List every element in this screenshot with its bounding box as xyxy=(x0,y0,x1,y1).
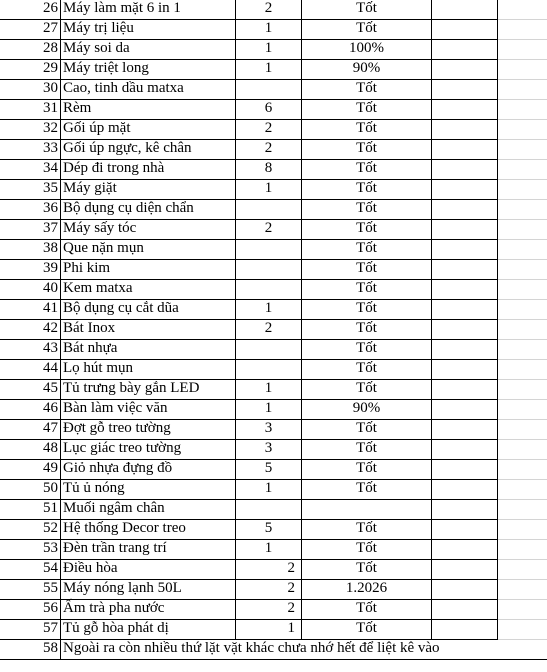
item-name-cell[interactable]: Bát Inox xyxy=(61,320,236,340)
empty-cell[interactable] xyxy=(498,340,547,360)
row-number-cell[interactable]: 42 xyxy=(0,320,61,340)
item-name-cell[interactable]: Muối ngâm chân xyxy=(61,500,236,520)
item-name-cell[interactable]: Que nặn mụn xyxy=(61,240,236,260)
item-name-cell[interactable]: Điều hòa xyxy=(61,560,236,580)
quantity-cell[interactable] xyxy=(236,340,302,360)
item-name-cell[interactable]: Kem matxa xyxy=(61,280,236,300)
status-cell[interactable]: Tốt xyxy=(302,0,432,20)
quantity-cell[interactable] xyxy=(236,260,302,280)
item-name-cell[interactable]: Bộ dụng cụ cắt dũa xyxy=(61,300,236,320)
quantity-cell[interactable]: 3 xyxy=(236,420,302,440)
quantity-cell[interactable]: 1 xyxy=(236,540,302,560)
quantity-cell[interactable]: 1 xyxy=(236,180,302,200)
empty-cell[interactable] xyxy=(498,320,547,340)
empty-cell[interactable] xyxy=(432,160,498,180)
status-cell[interactable]: Tốt xyxy=(302,80,432,100)
empty-cell[interactable] xyxy=(498,420,547,440)
status-cell[interactable]: Tốt xyxy=(302,300,432,320)
table-row xyxy=(0,540,547,560)
quantity-cell[interactable]: 1 xyxy=(236,620,302,640)
status-cell[interactable]: Tốt xyxy=(302,460,432,480)
quantity-cell[interactable]: 1 xyxy=(236,300,302,320)
status-cell[interactable]: Tốt xyxy=(302,180,432,200)
item-name-cell[interactable]: Ngoài ra còn nhiều thứ lặt vặt khác chưa nhớ hết để liệt kê vào xyxy=(61,640,547,660)
table-row xyxy=(0,600,547,620)
row-number-cell[interactable]: 38 xyxy=(0,240,61,260)
quantity-cell[interactable]: 1 xyxy=(236,480,302,500)
empty-cell[interactable] xyxy=(498,160,547,180)
item-name-cell[interactable]: Đèn trần trang trí xyxy=(61,540,236,560)
quantity-cell[interactable]: 1 xyxy=(236,20,302,40)
table-row xyxy=(0,140,547,160)
item-name-cell[interactable]: Máy triệt long xyxy=(61,60,236,80)
row-number-cell[interactable]: 39 xyxy=(0,260,61,280)
row-number-cell[interactable]: 50 xyxy=(0,480,61,500)
empty-cell[interactable] xyxy=(498,280,547,300)
quantity-cell[interactable]: 1 xyxy=(236,40,302,60)
table-row xyxy=(0,100,547,120)
table-row xyxy=(0,580,547,600)
quantity-cell[interactable]: 5 xyxy=(236,520,302,540)
item-name-cell[interactable]: Đợt gỗ treo tường xyxy=(61,420,236,440)
empty-cell[interactable] xyxy=(498,20,547,40)
quantity-cell[interactable] xyxy=(236,200,302,220)
empty-cell[interactable] xyxy=(432,340,498,360)
status-cell[interactable]: Tốt xyxy=(302,280,432,300)
empty-cell[interactable] xyxy=(432,120,498,140)
empty-cell[interactable] xyxy=(498,120,547,140)
row-number-cell[interactable]: 31 xyxy=(0,100,61,120)
empty-cell[interactable] xyxy=(498,100,547,120)
status-cell[interactable]: Tốt xyxy=(302,440,432,460)
empty-cell[interactable] xyxy=(498,500,547,520)
item-name-cell[interactable]: Máy giặt xyxy=(61,180,236,200)
empty-cell[interactable] xyxy=(498,200,547,220)
table-row xyxy=(0,180,547,200)
empty-cell[interactable] xyxy=(432,280,498,300)
table-row xyxy=(0,120,547,140)
status-cell[interactable]: Tốt xyxy=(302,160,432,180)
empty-cell[interactable] xyxy=(498,80,547,100)
quantity-cell[interactable]: 2 xyxy=(236,600,302,620)
table-row xyxy=(0,300,547,320)
table-row xyxy=(0,340,547,360)
empty-cell[interactable] xyxy=(498,140,547,160)
status-cell[interactable]: Tốt xyxy=(302,420,432,440)
empty-cell[interactable] xyxy=(432,560,498,580)
empty-cell[interactable] xyxy=(498,240,547,260)
status-cell[interactable]: Tốt xyxy=(302,100,432,120)
row-number-cell[interactable]: 33 xyxy=(0,140,61,160)
row-number-cell[interactable]: 54 xyxy=(0,560,61,580)
empty-cell[interactable] xyxy=(432,320,498,340)
row-number-cell[interactable]: 51 xyxy=(0,500,61,520)
row-number-cell[interactable]: 49 xyxy=(0,460,61,480)
empty-cell[interactable] xyxy=(498,60,547,80)
item-name-cell[interactable]: Tủ gỗ hòa phát dị xyxy=(61,620,236,640)
quantity-cell[interactable]: 1 xyxy=(236,400,302,420)
status-cell[interactable]: Tốt xyxy=(302,240,432,260)
table-row xyxy=(0,200,547,220)
table-row xyxy=(0,360,547,380)
status-cell[interactable]: 1.2026 xyxy=(302,580,432,600)
empty-cell[interactable] xyxy=(432,200,498,220)
item-name-cell[interactable]: Bộ dụng cụ diện chẩn xyxy=(61,200,236,220)
row-number-cell[interactable]: 47 xyxy=(0,420,61,440)
item-name-cell[interactable]: Dép đi trong nhà xyxy=(61,160,236,180)
empty-cell[interactable] xyxy=(432,360,498,380)
quantity-cell[interactable]: 1 xyxy=(236,60,302,80)
status-cell[interactable]: Tốt xyxy=(302,540,432,560)
row-number-cell[interactable]: 48 xyxy=(0,440,61,460)
table-row xyxy=(0,500,547,520)
row-number-cell[interactable]: 36 xyxy=(0,200,61,220)
table-row xyxy=(0,420,547,440)
table-row xyxy=(0,460,547,480)
empty-cell[interactable] xyxy=(432,20,498,40)
item-name-cell[interactable]: Tủ ủ nóng xyxy=(61,480,236,500)
status-cell[interactable]: Tốt xyxy=(302,380,432,400)
table-row xyxy=(0,560,547,580)
row-number-cell[interactable]: 37 xyxy=(0,220,61,240)
empty-cell[interactable] xyxy=(498,260,547,280)
table-row xyxy=(0,480,547,500)
empty-cell[interactable] xyxy=(432,60,498,80)
empty-cell[interactable] xyxy=(498,300,547,320)
row-number-cell[interactable]: 34 xyxy=(0,160,61,180)
row-number-cell[interactable]: 55 xyxy=(0,580,61,600)
status-cell[interactable]: Tốt xyxy=(302,560,432,580)
empty-cell[interactable] xyxy=(432,620,498,640)
item-name-cell[interactable]: Tủ trưng bày gắn LED xyxy=(61,380,236,400)
empty-cell[interactable] xyxy=(432,380,498,400)
row-number-cell[interactable]: 40 xyxy=(0,280,61,300)
quantity-cell[interactable]: 2 xyxy=(236,0,302,20)
table-row xyxy=(0,640,547,660)
status-cell[interactable]: Tốt xyxy=(302,360,432,380)
empty-cell[interactable] xyxy=(498,380,547,400)
empty-cell[interactable] xyxy=(432,140,498,160)
quantity-cell[interactable]: 2 xyxy=(236,320,302,340)
quantity-cell[interactable] xyxy=(236,80,302,100)
item-name-cell[interactable]: Máy nóng lạnh 50L xyxy=(61,580,236,600)
empty-cell[interactable] xyxy=(432,100,498,120)
empty-cell[interactable] xyxy=(432,80,498,100)
row-number-cell[interactable]: 46 xyxy=(0,400,61,420)
empty-cell[interactable] xyxy=(498,520,547,540)
row-number-cell[interactable]: 41 xyxy=(0,300,61,320)
item-name-cell[interactable]: Rèm xyxy=(61,100,236,120)
item-name-cell[interactable]: Hệ thống Decor treo xyxy=(61,520,236,540)
item-name-cell[interactable]: Bát nhựa xyxy=(61,340,236,360)
quantity-cell[interactable] xyxy=(236,500,302,520)
empty-cell[interactable] xyxy=(432,0,498,20)
table-row xyxy=(0,520,547,540)
table-row xyxy=(0,40,547,60)
item-name-cell[interactable]: Máy sấy tóc xyxy=(61,220,236,240)
empty-cell[interactable] xyxy=(498,560,547,580)
row-number-cell[interactable]: 27 xyxy=(0,20,61,40)
table-row xyxy=(0,260,547,280)
item-name-cell[interactable]: Phi kim xyxy=(61,260,236,280)
row-number-cell[interactable]: 57 xyxy=(0,620,61,640)
item-name-cell[interactable]: Giỏ nhựa đựng đồ xyxy=(61,460,236,480)
empty-cell[interactable] xyxy=(498,580,547,600)
row-number-cell[interactable]: 32 xyxy=(0,120,61,140)
empty-cell[interactable] xyxy=(432,580,498,600)
status-cell[interactable]: Tốt xyxy=(302,20,432,40)
empty-cell[interactable] xyxy=(432,520,498,540)
status-cell[interactable]: Tốt xyxy=(302,520,432,540)
table-row xyxy=(0,240,547,260)
row-number-cell[interactable]: 35 xyxy=(0,180,61,200)
empty-cell[interactable] xyxy=(498,540,547,560)
empty-cell[interactable] xyxy=(432,480,498,500)
empty-cell[interactable] xyxy=(432,460,498,480)
table-row xyxy=(0,440,547,460)
quantity-cell[interactable] xyxy=(236,280,302,300)
status-cell[interactable]: Tốt xyxy=(302,220,432,240)
status-cell[interactable]: Tốt xyxy=(302,600,432,620)
row-number-cell[interactable]: 53 xyxy=(0,540,61,560)
status-cell[interactable]: Tốt xyxy=(302,620,432,640)
quantity-cell[interactable]: 3 xyxy=(236,440,302,460)
item-name-cell[interactable]: Máy trị liệu xyxy=(61,20,236,40)
status-cell[interactable]: Tốt xyxy=(302,200,432,220)
row-number-cell[interactable]: 28 xyxy=(0,40,61,60)
quantity-cell[interactable]: 2 xyxy=(236,140,302,160)
empty-cell[interactable] xyxy=(498,620,547,640)
item-name-cell[interactable]: Gối úp mặt xyxy=(61,120,236,140)
status-cell[interactable] xyxy=(302,500,432,520)
empty-cell[interactable] xyxy=(432,540,498,560)
quantity-cell[interactable]: 2 xyxy=(236,120,302,140)
quantity-cell[interactable]: 8 xyxy=(236,160,302,180)
row-number-cell[interactable]: 44 xyxy=(0,360,61,380)
item-name-cell[interactable]: Lọ hút mụn xyxy=(61,360,236,380)
empty-cell[interactable] xyxy=(432,420,498,440)
row-number-cell[interactable]: 52 xyxy=(0,520,61,540)
empty-cell[interactable] xyxy=(498,0,547,20)
empty-cell[interactable] xyxy=(498,400,547,420)
status-cell[interactable]: 90% xyxy=(302,60,432,80)
quantity-cell[interactable]: 2 xyxy=(236,220,302,240)
status-cell[interactable]: Tốt xyxy=(302,260,432,280)
item-name-cell[interactable]: Gối úp ngực, kê chân xyxy=(61,140,236,160)
empty-cell[interactable] xyxy=(498,180,547,200)
empty-cell[interactable] xyxy=(432,400,498,420)
quantity-cell[interactable] xyxy=(236,240,302,260)
quantity-cell[interactable]: 5 xyxy=(236,460,302,480)
empty-cell[interactable] xyxy=(432,300,498,320)
item-name-cell[interactable]: Bàn làm việc văn xyxy=(61,400,236,420)
item-name-cell[interactable]: Máy làm mặt 6 in 1 xyxy=(61,0,236,20)
empty-cell[interactable] xyxy=(432,440,498,460)
table-row xyxy=(0,20,547,40)
item-name-cell[interactable]: Ấm trà pha nước xyxy=(61,600,236,620)
empty-cell[interactable] xyxy=(432,40,498,60)
status-cell[interactable]: Tốt xyxy=(302,120,432,140)
row-number-cell[interactable]: 29 xyxy=(0,60,61,80)
empty-cell[interactable] xyxy=(432,500,498,520)
status-cell[interactable]: 90% xyxy=(302,400,432,420)
row-number-cell[interactable]: 45 xyxy=(0,380,61,400)
empty-cell[interactable] xyxy=(498,460,547,480)
quantity-cell[interactable]: 2 xyxy=(236,560,302,580)
empty-cell[interactable] xyxy=(432,240,498,260)
empty-cell[interactable] xyxy=(498,600,547,620)
row-number-cell[interactable]: 43 xyxy=(0,340,61,360)
table-row xyxy=(0,220,547,240)
status-cell[interactable]: Tốt xyxy=(302,340,432,360)
empty-cell[interactable] xyxy=(432,600,498,620)
table-row xyxy=(0,80,547,100)
table-row xyxy=(0,620,547,640)
table-row xyxy=(0,60,547,80)
status-cell[interactable]: Tốt xyxy=(302,480,432,500)
row-number-cell[interactable]: 30 xyxy=(0,80,61,100)
empty-cell[interactable] xyxy=(432,220,498,240)
table-row xyxy=(0,320,547,340)
status-cell[interactable]: 100% xyxy=(302,40,432,60)
empty-cell[interactable] xyxy=(432,180,498,200)
empty-cell[interactable] xyxy=(498,480,547,500)
row-number-cell[interactable]: 26 xyxy=(0,0,61,20)
quantity-cell[interactable] xyxy=(236,360,302,380)
item-name-cell[interactable]: Lục giác treo tường xyxy=(61,440,236,460)
table-row xyxy=(0,280,547,300)
table-row xyxy=(0,380,547,400)
item-name-cell[interactable]: Máy soi da xyxy=(61,40,236,60)
status-cell[interactable]: Tốt xyxy=(302,140,432,160)
row-number-cell[interactable]: 56 xyxy=(0,600,61,620)
table-row xyxy=(0,160,547,180)
empty-cell[interactable] xyxy=(498,40,547,60)
row-number-cell[interactable]: 58 xyxy=(0,640,61,660)
item-name-cell[interactable]: Cao, tinh dầu matxa xyxy=(61,80,236,100)
status-cell[interactable]: Tốt xyxy=(302,320,432,340)
table-row xyxy=(0,400,547,420)
table-row xyxy=(0,0,547,20)
empty-cell[interactable] xyxy=(498,220,547,240)
quantity-cell[interactable]: 1 xyxy=(236,380,302,400)
quantity-cell[interactable]: 2 xyxy=(236,580,302,600)
empty-cell[interactable] xyxy=(498,440,547,460)
quantity-cell[interactable]: 6 xyxy=(236,100,302,120)
empty-cell[interactable] xyxy=(432,260,498,280)
empty-cell[interactable] xyxy=(498,360,547,380)
